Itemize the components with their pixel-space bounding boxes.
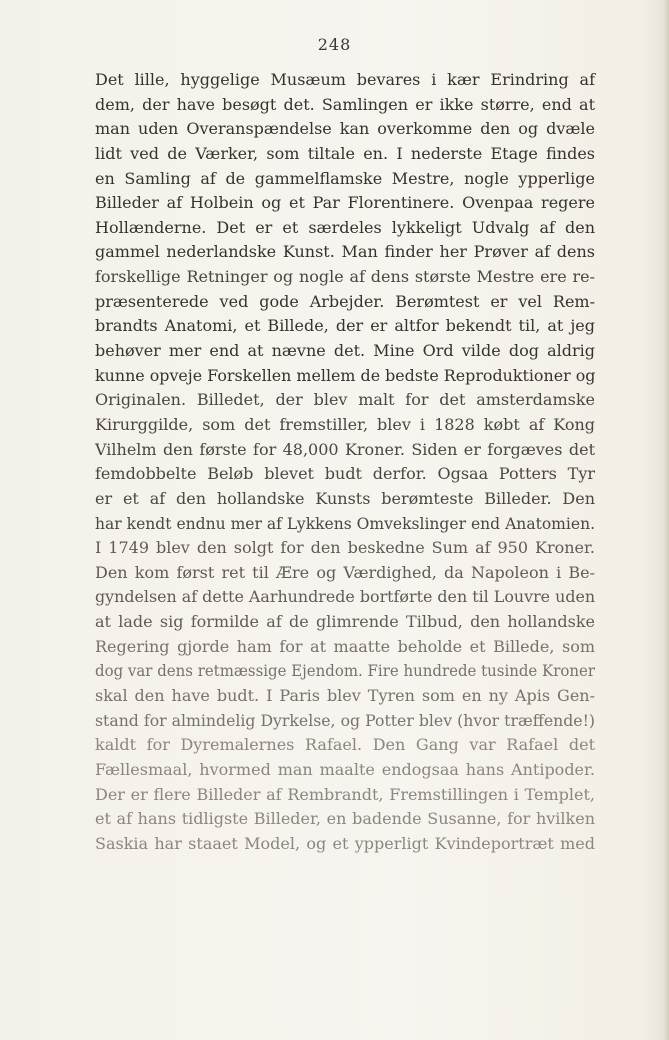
text-line: skal den have budt. I Paris blev Tyren som en ny Apis Gen-: [95, 686, 595, 706]
text-line: Hollænderne. Det er et særdeles lykkeligt Udvalg af den: [95, 217, 595, 237]
text-line: Fællesmaal, hvormed man maalte endogsaa hans Antipoder.: [95, 759, 595, 779]
text-line: kaldt for Dyremalernes Rafael. Den Gang var Rafael det: [95, 735, 595, 755]
text-line: en Samling af de gammelflamske Mestre, nogle ypperlige: [95, 168, 595, 188]
text-line: Regering gjorde ham for at maatte beholde et Billede, som: [95, 636, 595, 656]
text-line: Der er flere Billeder af Rembrandt, Fremstillingen i Templet,: [95, 784, 595, 804]
text-line: er et af den hollandske Kunsts berømteste Billeder. Den: [95, 488, 595, 508]
text-line: et af hans tidligste Billeder, en badende Susanne, for hvilken: [95, 809, 595, 829]
text-line: har kendt endnu mer af Lykkens Omvekslinger end Anatomien.: [95, 513, 596, 533]
body-text: [95, 68, 595, 857]
page-edge-shadow: [663, 0, 669, 1040]
text-line: dog var dens retmæssige Ejendom. Fire hundrede tusinde Kroner: [95, 661, 596, 681]
text-line: forskellige Retninger og nogle af dens største Mestre ere re-: [95, 267, 595, 287]
text-line: Saskia har staaet Model, og et ypperligt Kvindeportræt med: [95, 833, 595, 853]
text-line: man uden Overanspændelse kan overkomme den og dvæle: [95, 119, 595, 139]
text-line: Kirurggilde, som det fremstiller, blev i 1828 købt af Kong: [95, 414, 595, 434]
text-line: brandts Anatomi, et Billede, der er altfor bekendt til, at jeg: [95, 316, 595, 336]
text-line: Vilhelm den første for 48,000 Kroner. Siden er forgæves det: [95, 439, 595, 459]
text-line: behøver mer end at nævne det. Mine Ord vilde dog aldrig: [95, 341, 595, 361]
text-line: kunne opveje Forskellen mellem de bedste Reproduktioner og: [95, 365, 596, 385]
text-line: Originalen. Billedet, der blev malt for det amsterdamske: [95, 390, 595, 410]
text-line: Det lille, hyggelige Musæum bevares i kær Erindring af: [95, 70, 595, 89]
text-line: gammel nederlandske Kunst. Man finder her Prøver af dens: [95, 242, 595, 262]
text-line: stand for almindelig Dyrkelse, og Potter blev (hvor træffende!): [95, 710, 596, 730]
text-line: at lade sig formilde af de glimrende Tilbud, den hollandske: [95, 612, 595, 632]
text-line: I 1749 blev den solgt for den beskedne Sum af 950 Kroner.: [95, 538, 595, 558]
text-line: lidt ved de Værker, som tiltale en. I nederste Etage findes: [95, 143, 595, 163]
text-line: præsenterede ved gode Arbejder. Berømtest er vel Rem-: [95, 291, 595, 311]
text-line: Billeder af Holbein og et Par Florentinere. Ovenpaa regere: [95, 193, 595, 213]
text-line: dem, der have besøgt det. Samlingen er ikke større, end at: [95, 94, 595, 114]
text-line: Den kom først ret til Ære og Værdighed, da Napoleon i Be-: [95, 562, 595, 582]
text-line: gyndelsen af dette Aarhundrede bortførte den til Louvre uden: [95, 587, 596, 607]
page-number: 248: [317, 35, 352, 54]
text-line: femdobbelte Beløb blevet budt derfor. Ogsaa Potters Tyr: [95, 464, 595, 484]
